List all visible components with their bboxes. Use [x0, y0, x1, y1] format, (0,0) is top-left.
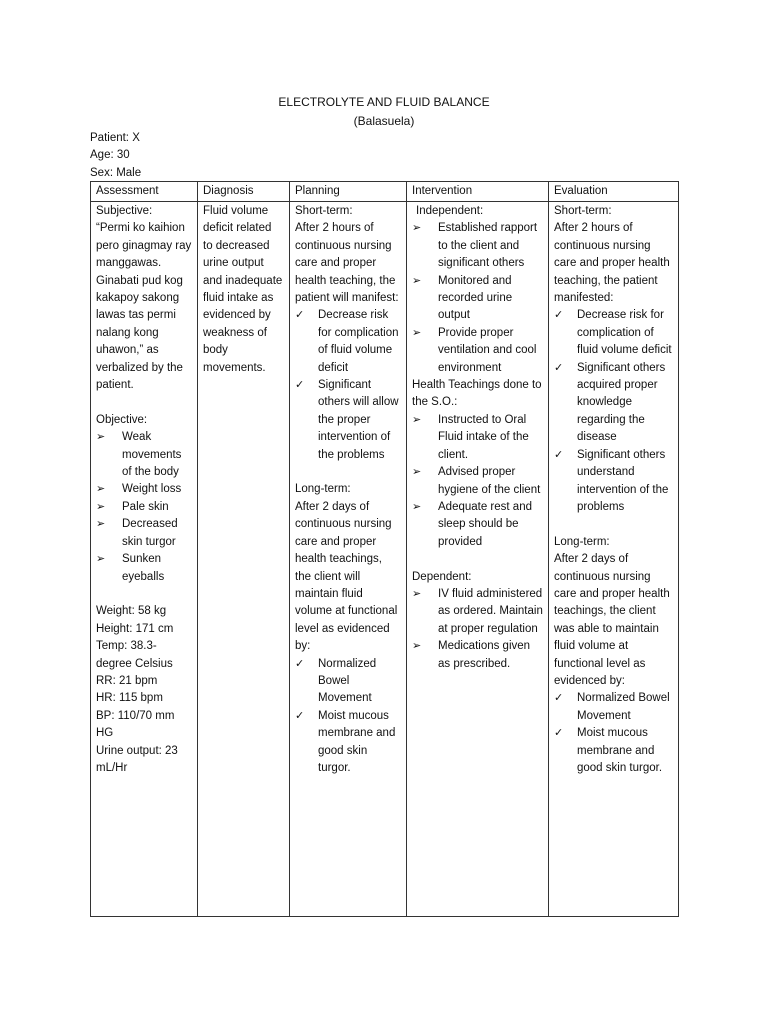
check-bullet-icon: ✓ — [554, 309, 564, 322]
list-item: ➢ Advised proper hygiene of the client — [412, 466, 541, 496]
check-bullet-icon: ✓ — [554, 448, 564, 461]
planning-short-text: After 2 hours of continuous nursing care and proper health teaching, the patient will manifest: — [295, 222, 399, 305]
check-bullet-icon: ✓ — [295, 309, 305, 322]
health-teachings-list — [412, 412, 543, 551]
vital-hr: HR: 115 bpm — [96, 692, 163, 705]
diagnosis-text: Fluid volume deficit related to decreased urine output and inadequate fluid intake as evidenced by weakness of body movements. — [203, 205, 283, 374]
list-item: ✓ Significant others acquired proper knowledge regarding the disease — [554, 361, 666, 444]
list-item: ✓ Decrease risk for complication of fluid volume deficit — [295, 309, 399, 374]
subjective-label: Subjective: — [96, 205, 153, 217]
patient-sex: Sex: Male — [90, 166, 142, 179]
evaluation-cell — [549, 202, 679, 917]
patient-age: Age: 30 — [90, 149, 130, 162]
list-item: ➢ Medications given as prescribed. — [412, 640, 531, 670]
arrow-bullet-icon: ➢ — [412, 274, 422, 287]
planning-short-list — [295, 307, 401, 464]
list-item: ➢ IV fluid administered as ordered. Maintain at proper regulation — [412, 587, 543, 635]
planning-short-label: Short-term: — [295, 205, 353, 217]
list-item: ➢ Sunken eyeballs — [96, 553, 165, 583]
evaluation-short-text: After 2 hours of continuous nursing care and proper health teaching, the patient manifested: — [554, 222, 670, 305]
check-bullet-icon: ✓ — [295, 657, 305, 670]
check-bullet-icon: ✓ — [554, 727, 564, 740]
assessment-cell — [91, 202, 198, 917]
header-diagnosis: Diagnosis — [198, 182, 290, 202]
arrow-bullet-icon: ➢ — [96, 431, 106, 444]
care-plan-table — [90, 181, 679, 917]
list-item: ➢ Decreased skin turgor — [96, 518, 178, 548]
vital-weight: Weight: 58 kg — [96, 605, 167, 618]
list-item: ✓ Normalized Bowel Movement — [295, 657, 377, 705]
list-item: ➢ Weak movements of the body — [96, 431, 182, 479]
arrow-bullet-icon: ➢ — [412, 500, 422, 513]
intervention-cell — [407, 202, 549, 917]
planning-long-label: Long-term: — [295, 483, 351, 496]
list-item: ✓ Normalized Bowel Movement — [554, 692, 670, 722]
arrow-bullet-icon: ➢ — [96, 518, 106, 531]
check-bullet-icon: ✓ — [554, 361, 564, 374]
vital-rr: RR: 21 bpm — [96, 674, 158, 687]
check-bullet-icon: ✓ — [295, 709, 305, 722]
objective-label: Objective: — [96, 413, 148, 426]
list-item: ➢ Monitored and recorded urine output — [412, 274, 513, 322]
vital-bp: BP: 110/70 mm HG — [96, 709, 175, 740]
diagnosis-cell — [198, 202, 290, 917]
list-item: ➢ Adequate rest and sleep should be provided — [412, 500, 532, 548]
vital-temp: Temp: 38.3-degree Celsius — [96, 640, 173, 670]
arrow-bullet-icon: ➢ — [412, 222, 422, 235]
planning-long-text: After 2 days of continuous nursing care and proper health teachings, the client will maintain fluid volume at functional level as evidenced by: — [295, 500, 398, 653]
arrow-bullet-icon: ➢ — [96, 553, 106, 566]
list-item: ✓ Significant others will allow the proper intervention of the problems — [295, 379, 399, 461]
list-item: ✓ Decrease risk for complication of fluid volume deficit — [554, 309, 672, 357]
patient-info — [90, 130, 141, 182]
list-item: ➢ Established rapport to the client and significant others — [412, 222, 538, 270]
arrow-bullet-icon: ➢ — [412, 640, 422, 653]
list-item: ➢ Pale skin — [96, 499, 192, 516]
arrow-bullet-icon: ➢ — [412, 413, 422, 426]
list-item: ➢ Provide proper ventilation and cool environment — [412, 326, 537, 374]
header-assessment: Assessment — [91, 182, 198, 202]
patient-name: Patient: X — [90, 132, 140, 144]
planning-cell — [290, 202, 407, 917]
health-teachings-label: Health Teachings done to the S.O.: — [412, 379, 542, 409]
table-row — [91, 202, 679, 917]
list-item: ➢ Weight loss — [96, 481, 192, 498]
list-item: ✓ Moist mucous membrane and good skin turgor. — [554, 727, 663, 774]
arrow-bullet-icon: ➢ — [96, 500, 106, 513]
evaluation-long-label: Long-term: — [554, 535, 610, 548]
evaluation-short-list — [554, 307, 673, 516]
document-subtitle: (Balasuela) — [353, 114, 415, 128]
evaluation-long-list — [554, 690, 673, 777]
independent-label: Independent: — [416, 205, 484, 217]
check-bullet-icon: ✓ — [295, 379, 305, 392]
vital-urine-output: Urine output: 23 mL/Hr — [96, 744, 178, 774]
list-item: ✓ Significant others understand intervention of the problems — [554, 448, 669, 513]
evaluation-short-label: Short-term: — [554, 205, 612, 217]
list-item: ➢ Instructed to Oral Fluid intake of the client. — [412, 413, 529, 461]
dependent-list — [412, 586, 543, 673]
check-bullet-icon: ✓ — [554, 692, 564, 705]
arrow-bullet-icon: ➢ — [412, 466, 422, 479]
objective-list — [96, 429, 192, 586]
vital-height: Height: 171 cm — [96, 622, 174, 635]
arrow-bullet-icon: ➢ — [96, 483, 106, 496]
table-header-row — [91, 182, 679, 202]
planning-long-list — [295, 656, 401, 778]
dependent-label: Dependent: — [412, 570, 472, 583]
list-item: ✓ Moist mucous membrane and good skin turgor. — [295, 709, 396, 774]
arrow-bullet-icon: ➢ — [412, 587, 422, 600]
independent-list — [412, 220, 543, 377]
subjective-text: “Permi ko kaihion pero ginagmay ray manggawas. Ginabati pud kog kakapoy sakong lawas tas permi nalang kong uhawon,” as verbalized by the patient. — [96, 222, 192, 392]
document-title: ELECTROLYTE AND FLUID BALANCE — [278, 95, 490, 109]
header-evaluation: Evaluation — [549, 182, 679, 202]
arrow-bullet-icon: ➢ — [412, 326, 422, 339]
evaluation-long-text: After 2 days of continuous nursing care and proper health teachings, the client was able to maintain fluid volume at functional level as evidenced by: — [554, 553, 670, 687]
header-intervention: Intervention — [407, 182, 549, 202]
header-planning: Planning — [290, 182, 407, 202]
